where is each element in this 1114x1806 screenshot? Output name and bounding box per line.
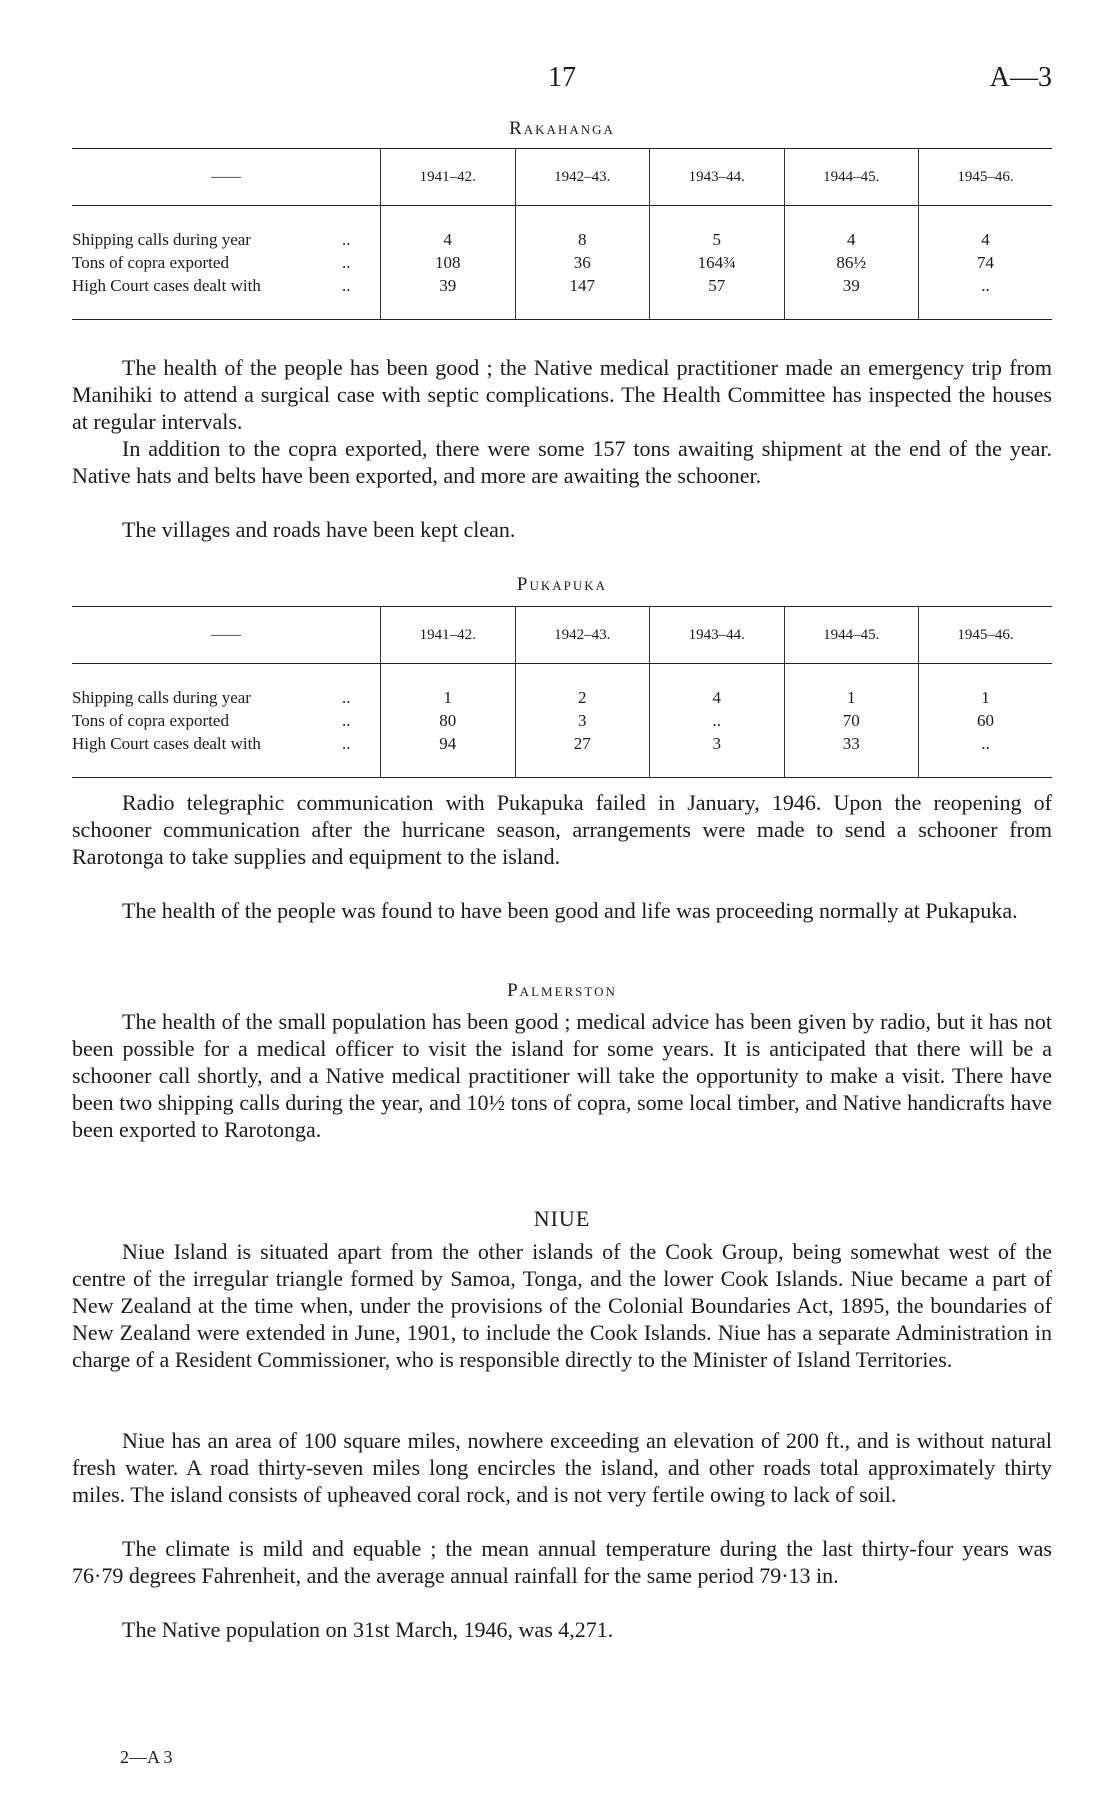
row-label xyxy=(72,251,381,274)
page-header xyxy=(72,62,1052,102)
year-header: 1941–42. xyxy=(381,149,516,206)
leader-dots: .. xyxy=(342,688,351,707)
table-cell: 3 xyxy=(515,709,650,732)
row-label-text: High Court cases dealt with xyxy=(72,276,261,295)
table-row xyxy=(72,732,1052,778)
year-header: 1944–45. xyxy=(784,149,919,206)
table-cell: 5 xyxy=(650,206,785,252)
rakahanga-table xyxy=(72,148,1052,320)
table-row xyxy=(72,709,1052,732)
year-header: 1941–42. xyxy=(381,607,516,664)
leader-dots: .. xyxy=(342,711,351,730)
table-cell: 3 xyxy=(650,732,785,778)
table-corner: —— xyxy=(72,149,381,206)
row-label-text: Shipping calls during year xyxy=(72,230,251,249)
table-cell: .. xyxy=(650,709,785,732)
table-row xyxy=(72,664,1052,710)
table-cell: 86½ xyxy=(784,251,919,274)
row-label xyxy=(72,664,381,710)
table-cell: 33 xyxy=(784,732,919,778)
table-cell: .. xyxy=(919,274,1052,320)
leader-dots: .. xyxy=(342,230,351,249)
year-header: 1945–46. xyxy=(919,149,1052,206)
year-header: 1942–43. xyxy=(515,149,650,206)
row-label-text: High Court cases dealt with xyxy=(72,734,261,753)
table-cell: 4 xyxy=(919,206,1052,252)
pukapuka-table xyxy=(72,606,1052,778)
table-cell: 147 xyxy=(515,274,650,320)
table-cell: 27 xyxy=(515,732,650,778)
row-label xyxy=(72,274,381,320)
table-cell: 1 xyxy=(381,664,516,710)
table-header-row xyxy=(72,607,1052,664)
table-cell: 39 xyxy=(784,274,919,320)
section-title-niue: NIUE xyxy=(533,1206,591,1231)
table-row xyxy=(72,251,1052,274)
row-label-text: Shipping calls during year xyxy=(72,688,251,707)
row-label-text: Tons of copra exported xyxy=(72,711,229,730)
table-cell: 60 xyxy=(919,709,1052,732)
paragraph: Radio telegraphic communication with Pukapuka failed in January, 1946. Upon the reopening of schooner communication after the hurricane season, arrangements were made to send a schooner from Rarotonga to take supplies and equipment to the island. xyxy=(72,790,1052,869)
paragraph: The climate is mild and equable ; the mean annual temperature during the last thirty-four years was 76·79 degrees Fahrenheit, and the average annual rainfall for the same period 79·13 in. xyxy=(72,1536,1052,1588)
paragraph: Niue Island is situated apart from the other islands of the Cook Group, being somewhat west of the centre of the irregular triangle formed by Samoa, Tonga, and the lower Cook Islands. Niue became a part of New Zealand at the time when, under the provisions of the Colonial Boundaries Act, 1895, the boundaries of New Zealand were extended in June, 1901, to include the Cook Islands. Niue has a separate Administration in charge of a Resident Commissioner, who is responsible directly to the Minister of Island Territories. xyxy=(72,1239,1052,1372)
table-cell: 1 xyxy=(784,664,919,710)
document-reference: A—3 xyxy=(989,62,1052,93)
paragraph: In addition to the copra exported, there were some 157 tons awaiting shipment at the end of the year. Native hats and belts have been exported, and more are awaiting the schooner. xyxy=(72,436,1052,488)
section-title-pukapuka: Pukapuka xyxy=(516,574,608,595)
table-cell: 70 xyxy=(784,709,919,732)
table-cell: 80 xyxy=(381,709,516,732)
row-label xyxy=(72,206,381,252)
table-cell: 4 xyxy=(784,206,919,252)
table-cell: 57 xyxy=(650,274,785,320)
table-header-row xyxy=(72,149,1052,206)
row-label xyxy=(72,709,381,732)
page-number: 17 xyxy=(548,62,576,93)
footer-signature: 2—A 3 xyxy=(120,1747,173,1767)
leader-dots: .. xyxy=(342,276,351,295)
year-header: 1945–46. xyxy=(919,607,1052,664)
leader-dots: .. xyxy=(342,734,351,753)
table-cell: 94 xyxy=(381,732,516,778)
leader-dots: .. xyxy=(342,253,351,272)
year-header: 1943–44. xyxy=(650,149,785,206)
table-corner: —— xyxy=(72,607,381,664)
table-cell: 36 xyxy=(515,251,650,274)
paragraph: The villages and roads have been kept clean. xyxy=(122,517,516,542)
paragraph: The health of the people was found to have been good and life was proceeding normally at Pukapuka. xyxy=(122,898,1018,923)
paragraph: The health of the people has been good ; the Native medical practitioner made an emergency trip from Manihiki to attend a surgical case with septic complications. The Health Committee has inspected the houses at regular intervals. xyxy=(72,355,1052,434)
year-header: 1942–43. xyxy=(515,607,650,664)
table-cell: 164¾ xyxy=(650,251,785,274)
section-title-palmerston: Palmerston xyxy=(507,980,617,1001)
table-row xyxy=(72,206,1052,252)
year-header: 1943–44. xyxy=(650,607,785,664)
row-label xyxy=(72,732,381,778)
table-row xyxy=(72,274,1052,320)
table-cell: 74 xyxy=(919,251,1052,274)
table-cell: 108 xyxy=(381,251,516,274)
section-title-rakahanga: Rakahanga xyxy=(509,118,615,139)
row-label-text: Tons of copra exported xyxy=(72,253,229,272)
table-cell: 8 xyxy=(515,206,650,252)
table-cell: 4 xyxy=(650,664,785,710)
paragraph: The health of the small population has been good ; medical advice has been given by radio, but it has not been possible for a medical officer to visit the island for some years. It is anticipated that there will be a schooner call shortly, and a Native medical practitioner will take the opportunity to make a visit. There have been two shipping calls during the year, and 10½ tons of copra, some local timber, and Native handicrafts have been exported to Rarotonga. xyxy=(72,1009,1052,1142)
table-cell: 1 xyxy=(919,664,1052,710)
table-cell: 4 xyxy=(381,206,516,252)
paragraph: The Native population on 31st March, 1946, was 4,271. xyxy=(122,1617,614,1642)
paragraph: Niue has an area of 100 square miles, nowhere exceeding an elevation of 200 ft., and is without natural fresh water. A road thirty-seven miles long encircles the island, and other roads total approximately thirty miles. The island consists of upheaved coral rock, and is not very fertile owing to lack of soil. xyxy=(72,1428,1052,1507)
year-header: 1944–45. xyxy=(784,607,919,664)
table-cell: .. xyxy=(919,732,1052,778)
table-cell: 39 xyxy=(381,274,516,320)
table-cell: 2 xyxy=(515,664,650,710)
